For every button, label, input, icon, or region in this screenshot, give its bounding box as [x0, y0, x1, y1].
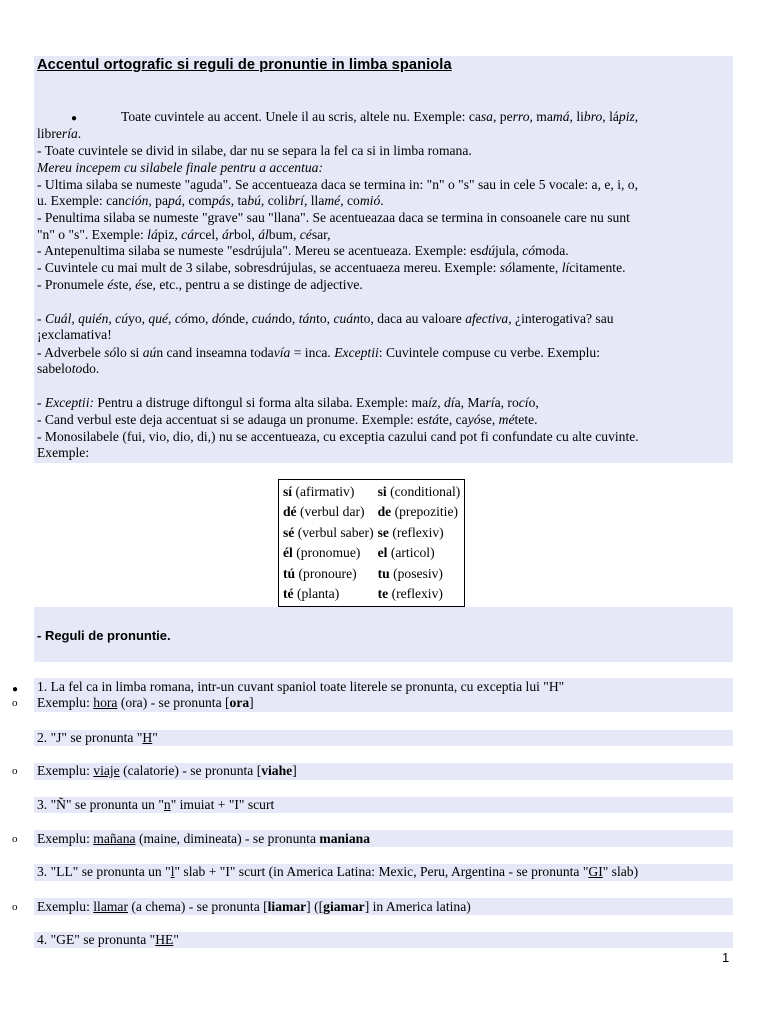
accented-word-cell: té (planta)	[283, 586, 340, 602]
para-verb-pronoun: - Cand verbul este deja accentuat si se adauga un pronume. Exemple: estáte, cayóse, métete.	[37, 412, 538, 427]
plain-word-cell: te (reflexiv)	[377, 586, 443, 602]
accented-word-cell: sé (verbul saber)	[283, 524, 374, 540]
table-row	[281, 523, 462, 543]
accented-word-cell: él (pronomue)	[283, 545, 361, 561]
para-syllables: - Toate cuvintele se divid in silabe, dar nu se separa la fel ca si in limba romana.	[37, 143, 472, 158]
para-pronouns: - Pronumele éste, ése, etc., pentru a se distinge de adjective.	[37, 277, 363, 292]
rule-4-example: Exemplu: llamar (a chema) - se pronunta [liamar] ([giamar] in America latina)	[37, 899, 471, 914]
pron-heading: - Reguli de pronuntie.	[37, 628, 171, 643]
rule-5: 4. "GE" se pronunta "HE"	[37, 932, 179, 947]
rule-1-example: Exemplu: hora (ora) - se pronunta [ora]	[37, 695, 254, 710]
page-title: Accentul ortografic si reguli de pronuntie in limba spaniola	[37, 57, 452, 73]
rule-4: 3. "LL" se pronunta un "l" slab + "I" scurt (in America Latina: Mexic, Peru, Argentina - se pronunta "GI" slab)	[37, 864, 639, 879]
plain-word-cell: de (prepozitie)	[377, 504, 459, 520]
rule-2: 2. "J" se pronunta "H"	[37, 730, 158, 745]
circle-bullet: o	[12, 765, 18, 777]
para-grave-1: - Penultima silaba se numeste "grave" sau "llana". Se acentueazaa daca se termina in consoanele care nu sunt	[37, 210, 630, 225]
circle-bullet: o	[12, 697, 18, 709]
table-row	[281, 584, 462, 604]
table-row	[281, 482, 462, 502]
bullet-dot: ●	[71, 113, 78, 124]
rule-3-example: Exemplu: mañana (maine, dimineata) - se pronunta maniana	[37, 831, 370, 846]
table-row	[281, 502, 462, 522]
plain-word-cell: se (reflexiv)	[377, 524, 444, 540]
accented-word-cell: sí (afirmativ)	[283, 484, 355, 499]
para-all-words-accent: Toate cuvintele au accent. Unele il au scris, altele nu. Exemple: casa, perro, mamá, libro, lápiz,	[121, 109, 639, 124]
para-diphthong: - Exceptii: Pentru a distruge diftongul si forma alta silaba. Exemple: maíz, día, María, rocío,	[37, 395, 539, 410]
rule-2-example: Exemplu: viaje (calatorie) - se pronunta [viahe]	[37, 763, 297, 778]
accented-word-cell: tú (pronoure)	[283, 565, 357, 581]
para-aguda-1: - Ultima silaba se numeste "aguda". Se accentueaza daca se termina in: "n" o "s" sau in cele 5 vocale: a, e, i, o,	[37, 177, 638, 192]
para-monosyllables-1: - Monosilabele (fui, vio, dio, di,) nu se accentueaza, cu exceptia cazului cand pot fi confundate cu alte cuvinte.	[37, 429, 639, 444]
bullet-dot: ●	[12, 684, 19, 695]
plain-word-cell: el (articol)	[377, 545, 435, 561]
rule-1: 1. La fel ca in limba romana, intr-un cuvant spaniol toate literele se pronunta, cu exceptia lui "H"	[37, 679, 565, 694]
plain-word-cell: tu (posesiv)	[377, 565, 443, 581]
table-row	[281, 564, 462, 584]
para-interrogative-1: - Cuál, quién, cúyo, qué, cómo, dónde, cuándo, tánto, cuánto, daca au valoare afectiva, ¿interogativa? sau	[37, 311, 614, 326]
para-adverbs-1: - Adverbele sólo si aún cand inseamna todavía = inca. Exceptii: Cuvintele compuse cu verbe. Exemplu:	[37, 345, 600, 360]
para-adverbs-2: sabelotodo.	[37, 361, 100, 376]
rule-3: 3. "Ñ" se pronunta un "n" imuiat + "I" scurt	[37, 797, 275, 812]
page-number: 1	[722, 950, 730, 965]
para-grave-2: "n" o "s". Exemple: lápiz, cárcel, árbol, álbum, césar,	[37, 227, 331, 242]
para-all-words-accent-cont: librería.	[37, 126, 82, 141]
para-esdrujula: - Antepenultima silaba se numeste "esdrújula". Mereu se acentueaza. Exemple: esdújula, cómoda.	[37, 243, 569, 258]
accented-word-cell: dé (verbul dar)	[283, 504, 365, 520]
plain-word-cell: si (conditional)	[377, 484, 461, 499]
para-aguda-2: u. Exemple: canción, papá, compás, tabú, colibrí, llamé, comió.	[37, 193, 384, 208]
monosyllable-table	[278, 479, 465, 607]
circle-bullet: o	[12, 901, 18, 913]
table-row	[281, 543, 462, 563]
para-final-syllables: Mereu incepem cu silabele finale pentru a accentua:	[37, 160, 323, 175]
para-sobresdrujulas: - Cuvintele cu mai mult de 3 silabe, sobresdrújulas, se accentuaeza mereu. Exemple: sólamente, lícitamente.	[37, 260, 626, 275]
para-monosyllables-2: Exemple:	[37, 445, 90, 460]
circle-bullet: o	[12, 833, 18, 845]
para-interrogative-2: ¡exclamativa!	[37, 327, 112, 342]
